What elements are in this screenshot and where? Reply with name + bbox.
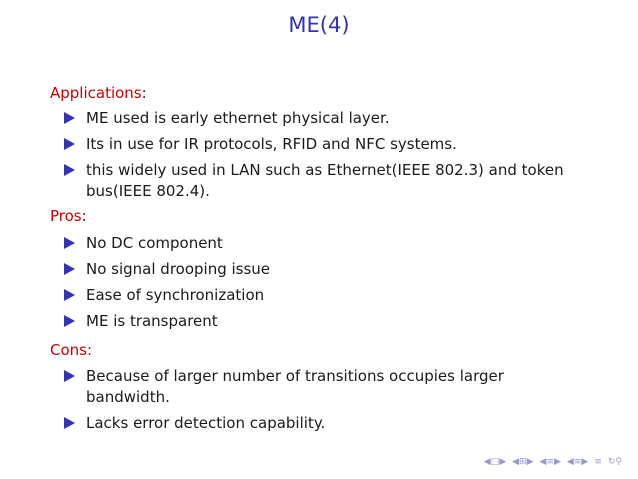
item-text: No DC component	[86, 234, 223, 252]
nav-frame-icon[interactable]: ◀≡▶	[566, 457, 589, 467]
bullet-triangle-icon	[64, 417, 75, 429]
bullet-triangle-icon	[64, 164, 75, 176]
list-item	[0, 134, 566, 155]
item-text: Lacks error detection capability.	[86, 414, 326, 432]
cons-list	[0, 366, 566, 439]
bullet-triangle-icon	[64, 237, 75, 249]
item-text: ME used is early ethernet physical layer.	[86, 109, 390, 127]
item-text: Ease of synchronization	[86, 286, 265, 304]
applications-label: Applications	[50, 84, 142, 102]
item-text: Because of larger number of transitions occupies larger bandwidth.	[86, 367, 504, 406]
list-item	[0, 413, 566, 434]
applications-list	[0, 108, 566, 207]
bullet-triangle-icon	[64, 138, 75, 150]
list-item	[0, 160, 566, 202]
pros-list	[0, 233, 566, 337]
nav-subsection-icon[interactable]: ◀≡▶	[539, 457, 561, 467]
item-text: this widely used in LAN such as Ethernet(IEEE 802.3) and token bus(IEEE 802.4).	[86, 161, 564, 200]
bullet-triangle-icon	[64, 370, 75, 382]
nav-align-icon[interactable]: ≡	[594, 457, 602, 467]
bullet-triangle-icon	[64, 315, 75, 327]
list-item	[0, 259, 566, 280]
cons-heading	[50, 340, 92, 360]
item-text: ME is transparent	[86, 312, 218, 330]
nav-search-icon[interactable]: ↻⚲	[607, 457, 622, 467]
nav-first-icon[interactable]: ◀□▶	[483, 457, 507, 467]
list-item	[0, 233, 566, 254]
list-item	[0, 366, 566, 408]
slide-title: ME(4)	[288, 13, 350, 37]
nav-section-icon[interactable]: ◀⊞▶	[512, 457, 534, 467]
colon: :	[141, 84, 147, 102]
colon: :	[81, 207, 87, 225]
bullet-triangle-icon	[64, 289, 75, 301]
pros-heading	[50, 206, 87, 226]
applications-heading	[50, 83, 147, 103]
list-item	[0, 108, 566, 129]
list-item	[0, 285, 566, 306]
pros-label: Pros	[50, 207, 82, 225]
bullet-triangle-icon	[64, 263, 75, 275]
cons-label: Cons:	[50, 341, 93, 359]
item-text: No signal drooping issue	[86, 260, 271, 278]
bullet-triangle-icon	[64, 112, 75, 124]
navigation-bar	[484, 457, 622, 467]
item-text: Its in use for IR protocols, RFID and NFC systems.	[86, 135, 457, 153]
list-item	[0, 311, 566, 332]
